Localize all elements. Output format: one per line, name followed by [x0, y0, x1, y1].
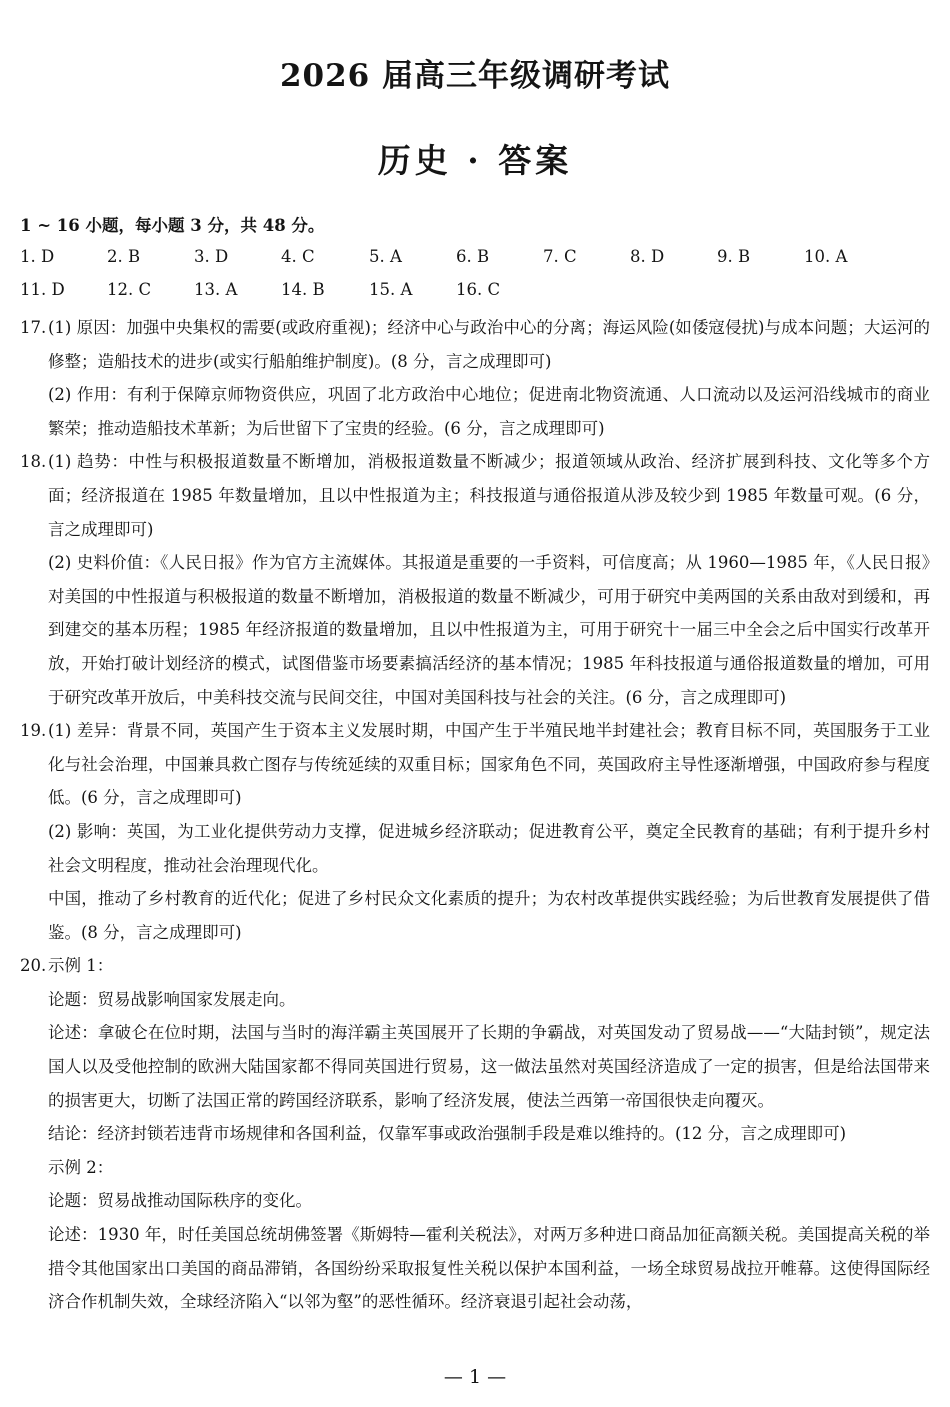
question-number: 17.	[20, 318, 47, 337]
answer-paragraph: (2) 史料价值：《人民日报》作为官方主流媒体。其报道是重要的一手资料，可信度高；从 1960—1985 年，《人民日报》对美国的中性报道与积极报道的数量不断增加，消极报道的数量不断减少，可用于研究中美两国的关系由敌对到缓和，再到建交的基本历程；1985 年经济报道的数量增加，且以中性报道为主，可用于研究十一届三中全会之后中国实行改革开放，开始打破计划经济的模式，试图借鉴市场要素搞活经济的基本情况；1985 年科技报道与通俗报道数量的增加，可用于研究改革开放后，中美科技交流与民间交往，中国对美国科技与社会的关注。(6 分，言之成理即可)	[48, 553, 930, 707]
mc-answer: 15. A	[369, 280, 413, 299]
mc-answer: 13. A	[194, 280, 238, 299]
answer-paragraph: (1) 趋势：中性与积极报道数量不断增加，消极报道数量不断减少；报道领域从政治、经济扩展到科技、文化等多个方面；经济报道在 1985 年数量增加，且以中性报道为主；科技报道与通俗报道从涉及较少到 1985 年数量可观。(6 分，言之成理即可)	[48, 452, 930, 539]
conclusion: 结论：经济封锁若违背市场规律和各国利益，仅靠军事或政治强制手段是难以维持的。(12 分，言之成理即可)	[48, 1124, 847, 1144]
question-19	[20, 714, 930, 949]
exam-title: 2026 届高三年级调研考试	[279, 58, 671, 94]
mc-answer: 5. A	[369, 247, 402, 266]
answer-paragraph: (1) 差异：背景不同，英国产生于资本主义发展时期，中国产生于半殖民地半封建社会；教育目标不同，英国服务于工业化与社会治理，中国兼具救亡图存与传统延续的双重目标；国家角色不同，英国政府主导性逐渐增强，中国政府参与程度低。(6 分，言之成理即可)	[48, 721, 930, 808]
argument: 论述：1930 年，时任美国总统胡佛签署《斯姆特—霍利关税法》，对两万多种进口商品加征高额关税。美国提高关税的举措令其他国家出口美国的商品滞销，各国纷纷采取报复性关税以保护本国利益，一场全球贸易战拉开帷幕。这使得国际经济合作机制失效，全球经济陷入“以邻为壑”的恶性循环。经济衰退引起社会动荡，	[48, 1225, 930, 1312]
example-label: 示例 2：	[48, 1157, 114, 1177]
mc-answer: 6. B	[456, 247, 490, 266]
mc-answer: 14. B	[281, 280, 325, 299]
mc-answer: 7. C	[543, 247, 577, 266]
mc-answer: 16. C	[456, 280, 501, 299]
thesis: 论题：贸易战推动国际秩序的变化。	[48, 1191, 312, 1211]
mc-answer: 3. D	[194, 247, 229, 266]
subject-title: 历史 · 答案	[377, 141, 573, 180]
thesis: 论题：贸易战影响国家发展走向。	[48, 989, 296, 1009]
argument: 论述：拿破仑在位时期，法国与当时的海洋霸主英国展开了长期的争霸战，对英国发动了贸易战——“大陆封锁”，规定法国人以及受他控制的欧洲大陆国家都不得同英国进行贸易，这一做法虽然对英国经济造成了一定的损害，但是给法国带来的损害更大，切断了法国正常的跨国经济联系，影响了经济发展，使法兰西第一帝国很快走向覆灭。	[48, 1023, 930, 1110]
answer-paragraph: (2) 作用：有利于保障京师物资供应，巩固了北方政治中心地位；促进南北物资流通、人口流动以及运河沿线城市的商业繁荣；推动造船技术革新；为后世留下了宝贵的经验。(6 分，言之成理即可)	[48, 385, 930, 438]
answer-paragraph: (1) 原因：加强中央集权的需要(或政府重视)；经济中心与政治中心的分离；海运风险(如倭寇侵扰)与成本问题；大运河的修整；造船技术的进步(或实行船舶维护制度)。(8 分，言之成理即可)	[48, 318, 930, 371]
mc-answer: 11. D	[20, 280, 65, 299]
mc-answer: 1. D	[20, 247, 55, 266]
mc-answer: 4. C	[281, 247, 315, 266]
mc-instructions: 1 ~ 16 小题，每小题 3 分，共 48 分。	[20, 216, 325, 235]
mc-answer: 9. B	[717, 247, 751, 266]
mc-answer: 10. A	[804, 247, 848, 266]
question-number: 20.	[20, 956, 47, 976]
question-number: 18.	[20, 452, 47, 472]
answer-body	[20, 311, 930, 1319]
mc-answer: 2. B	[107, 247, 141, 266]
answer-paragraph: 中国，推动了乡村教育的近代化；促进了乡村民众文化素质的提升；为农村改革提供实践经验；为后世教育发展提供了借鉴。(8 分，言之成理即可)	[48, 889, 930, 942]
page-number: — 1 —	[443, 1366, 507, 1388]
question-number: 19.	[20, 721, 47, 741]
mc-answer: 8. D	[630, 247, 665, 266]
question-17	[20, 311, 930, 445]
answer-paragraph: (2) 影响：英国，为工业化提供劳动力支撑，促进城乡经济联动；促进教育公平，奠定全民教育的基础；有利于提升乡村社会文明程度，推动社会治理现代化。	[48, 821, 930, 875]
example-label: 示例 1：	[48, 956, 114, 976]
question-18	[20, 445, 930, 714]
mc-answer: 12. C	[107, 280, 152, 299]
question-20	[20, 949, 930, 1319]
